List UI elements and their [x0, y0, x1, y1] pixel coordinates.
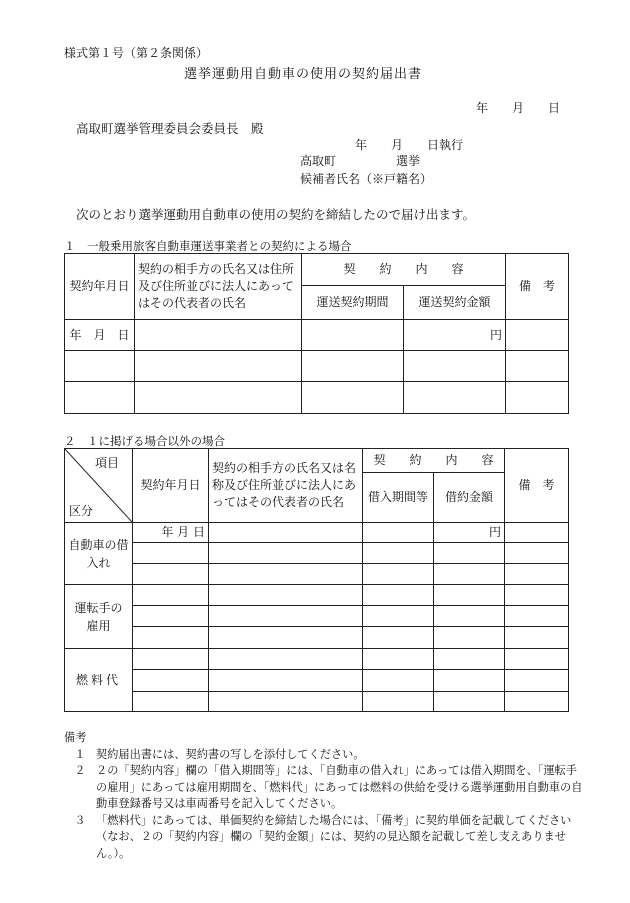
- cell-amount[interactable]: [434, 564, 505, 585]
- col-contract-content: 契 約 内 容: [302, 254, 506, 286]
- col-contract-amount: 借約金額: [434, 473, 505, 523]
- category-car-lease: 自動車の借入れ: [65, 523, 133, 585]
- section1-heading: １ 一般乗用旅客自動車運送事業者との契約による場合: [64, 239, 352, 253]
- note-number: ２: [74, 764, 86, 777]
- section2-heading: ２ １に掲げる場合以外の場合: [64, 434, 225, 448]
- election-date: 年 月 日執行: [355, 138, 464, 152]
- cell-date[interactable]: 年 月 日: [65, 320, 135, 351]
- cell-remarks[interactable]: [505, 606, 569, 627]
- cell-counterparty[interactable]: [209, 627, 363, 649]
- cell-remarks[interactable]: [505, 670, 569, 692]
- category-driver-hire: 運転手の雇用: [65, 585, 133, 649]
- cell-remarks[interactable]: [506, 320, 569, 351]
- intro-text: 次のとおり選挙運動用自動車の使用の契約を締結したので届け出ます。: [76, 207, 476, 222]
- form-number: 様式第１号（第２条関係）: [64, 46, 209, 60]
- cell-remarks[interactable]: [506, 351, 569, 382]
- cell-counterparty[interactable]: [135, 382, 302, 414]
- cell-counterparty[interactable]: [209, 649, 363, 670]
- note-item: [64, 747, 584, 764]
- cell-period[interactable]: [302, 320, 404, 351]
- cell-amount[interactable]: [434, 606, 505, 627]
- cell-counterparty[interactable]: [209, 564, 363, 585]
- cell-date[interactable]: [133, 543, 209, 564]
- document-title: 選挙運動用自動車の使用の契約届出書: [184, 67, 423, 82]
- cell-counterparty[interactable]: [135, 351, 302, 382]
- cell-remarks[interactable]: [505, 585, 569, 606]
- section1-table: [64, 253, 569, 414]
- cell-period[interactable]: [363, 564, 434, 585]
- cell-period[interactable]: [363, 692, 434, 712]
- cell-amount[interactable]: [434, 585, 505, 606]
- cell-counterparty[interactable]: [209, 692, 363, 712]
- col-remarks: 備 考: [506, 254, 569, 320]
- cell-date[interactable]: [133, 627, 209, 649]
- cell-counterparty[interactable]: [209, 523, 363, 543]
- category-fuel: 燃料代: [65, 649, 133, 712]
- cell-date[interactable]: [133, 585, 209, 606]
- cell-amount[interactable]: 円: [404, 320, 506, 351]
- diagonal-header-cell: [65, 449, 133, 523]
- cell-counterparty[interactable]: [209, 606, 363, 627]
- col-transport-period: 運送契約期間: [302, 286, 404, 320]
- note-number: ３: [74, 813, 86, 827]
- section2-table: [64, 448, 569, 712]
- cell-remarks[interactable]: [506, 382, 569, 414]
- cell-remarks[interactable]: [505, 543, 569, 564]
- cell-counterparty[interactable]: [209, 543, 363, 564]
- col-lease-period: 借入期間等: [363, 473, 434, 523]
- cell-amount[interactable]: [434, 649, 505, 670]
- cell-counterparty[interactable]: [209, 585, 363, 606]
- cell-period[interactable]: [363, 606, 434, 627]
- diag-category-label: 区分: [69, 504, 94, 518]
- cell-counterparty[interactable]: [135, 320, 302, 351]
- candidate-name-label: 候補者氏名（※戸籍名）: [300, 172, 433, 186]
- cell-period[interactable]: [302, 351, 404, 382]
- cell-date[interactable]: [133, 649, 209, 670]
- cell-amount[interactable]: 円: [434, 523, 505, 543]
- note-text: 契約届出書には、契約書の写しを添付してください。: [96, 747, 365, 761]
- election-name: 高取町 選挙: [300, 154, 421, 168]
- cell-remarks[interactable]: [505, 523, 569, 543]
- col-transport-amount: 運送契約金額: [404, 286, 506, 320]
- cell-period[interactable]: [363, 670, 434, 692]
- col-contract-date: 契約年月日: [65, 254, 135, 320]
- cell-period[interactable]: [363, 543, 434, 564]
- col-counterparty: 契約の相手方の氏名又は名称及び住所並びに法人にあってはその代表者の氏名: [209, 449, 363, 523]
- cell-amount[interactable]: [404, 382, 506, 414]
- cell-remarks[interactable]: [505, 564, 569, 585]
- cell-period[interactable]: [363, 523, 434, 543]
- cell-counterparty[interactable]: [209, 670, 363, 692]
- cell-date[interactable]: [65, 382, 135, 414]
- cell-period[interactable]: [363, 649, 434, 670]
- note-number: １: [74, 747, 86, 761]
- note-item: [64, 763, 584, 813]
- cell-date[interactable]: [65, 351, 135, 382]
- submission-date: 年 月 日: [476, 101, 561, 115]
- cell-amount[interactable]: [434, 543, 505, 564]
- cell-amount[interactable]: [434, 670, 505, 692]
- note-text: ２の「契約内容」欄の「借入期間等」には、「自動車の借入れ」にあっては借入期間を、「運転手の雇用」にあっては雇用期間を、「燃料代」にあっては燃料の供給を受ける選挙運動用自動車の自動車登録番号又は車両番号を記入してください。: [96, 764, 583, 810]
- cell-remarks[interactable]: [505, 627, 569, 649]
- cell-date[interactable]: [133, 692, 209, 712]
- col-contract-content: 契 約 内 容: [363, 449, 505, 473]
- diag-item-label: 項目: [95, 456, 120, 470]
- cell-amount[interactable]: [434, 627, 505, 649]
- col-counterparty: 契約の相手方の氏名又は住所及び住所並びに法人にあってはその代表者の氏名: [135, 254, 302, 320]
- cell-date[interactable]: [133, 606, 209, 627]
- cell-period[interactable]: [302, 382, 404, 414]
- cell-date[interactable]: [133, 564, 209, 585]
- cell-remarks[interactable]: [505, 649, 569, 670]
- cell-date[interactable]: 年 月 日: [133, 523, 209, 543]
- cell-amount[interactable]: [434, 692, 505, 712]
- col-contract-date: 契約年月日: [133, 449, 209, 523]
- notes-section: [64, 730, 584, 862]
- notes-heading: 備考: [64, 731, 87, 744]
- cell-remarks[interactable]: [505, 692, 569, 712]
- cell-period[interactable]: [363, 627, 434, 649]
- addressee: 高取町選挙管理委員会委員長 殿: [76, 121, 264, 136]
- note-item: [64, 813, 584, 863]
- note-text: 「燃料代」にあっては、単価契約を締結した場合には、「備考」に契約単価を記載してください（なお、２の「契約内容」欄の「契約金額」には、契約の見込額を記載して差し支えありません。）。: [96, 813, 572, 860]
- cell-date[interactable]: [133, 670, 209, 692]
- col-remarks: 備 考: [505, 449, 569, 523]
- cell-amount[interactable]: [404, 351, 506, 382]
- cell-period[interactable]: [363, 585, 434, 606]
